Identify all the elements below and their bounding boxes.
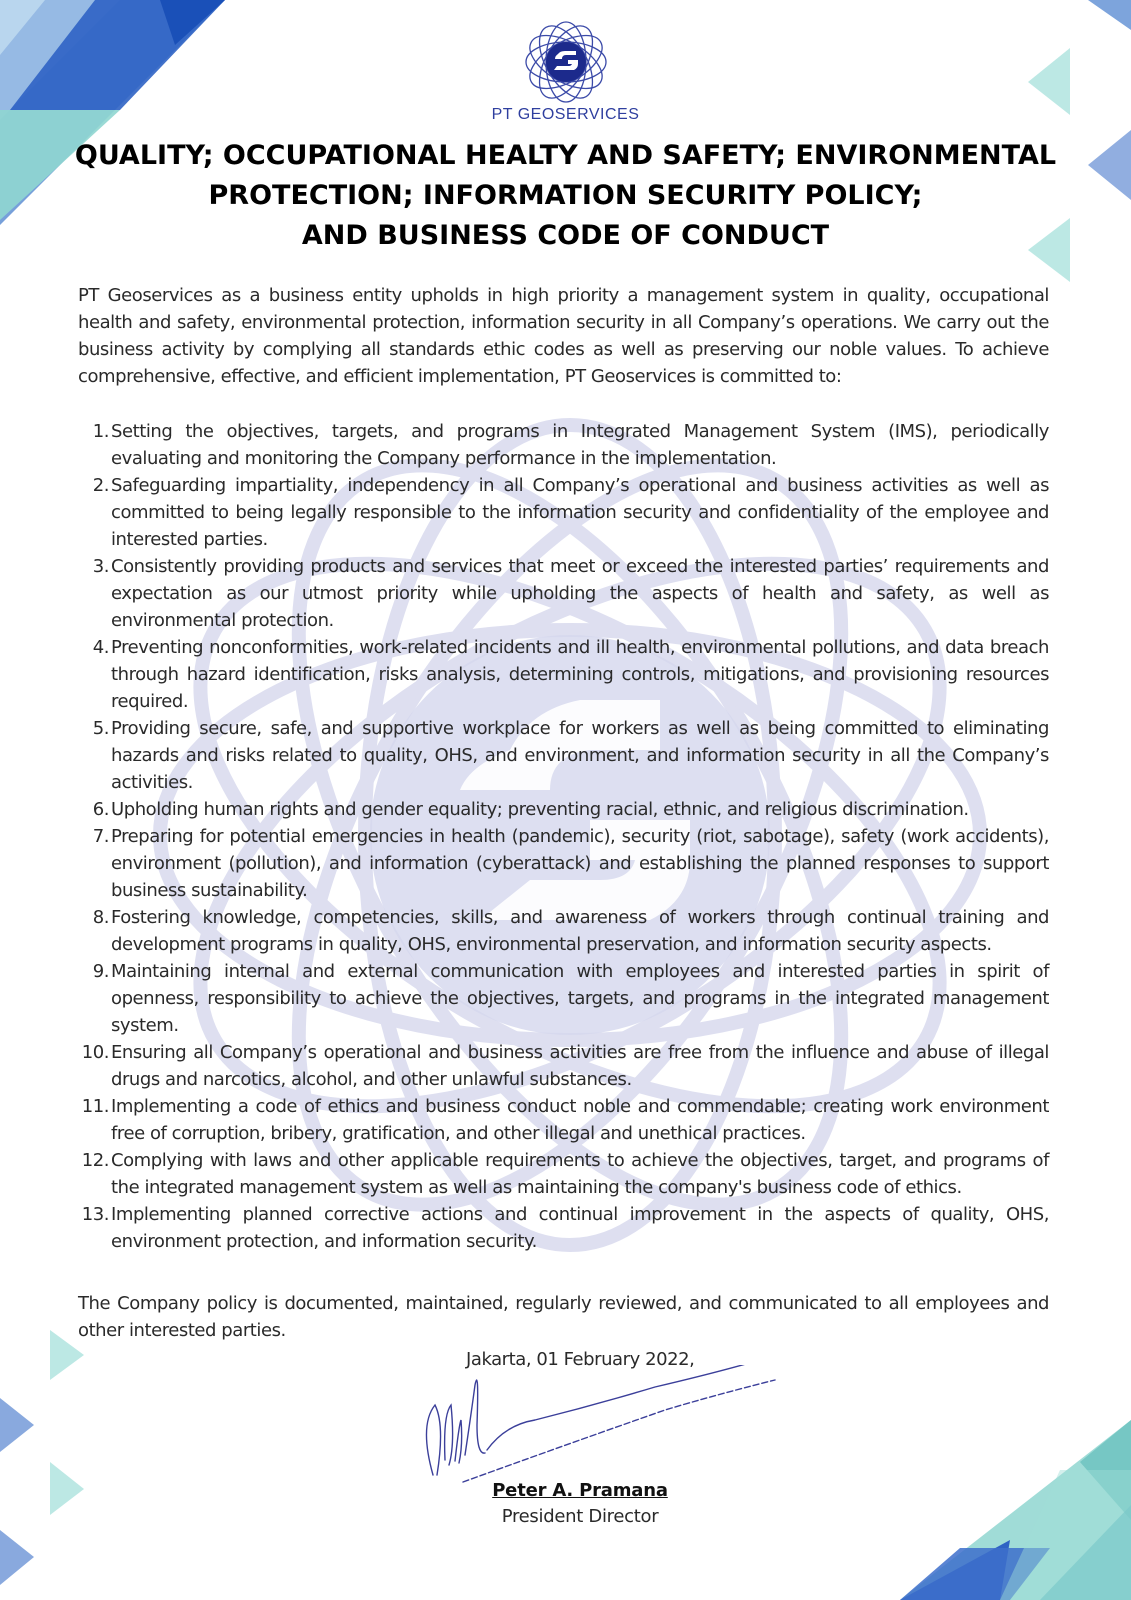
item-text: Preventing nonconformities, work-related incidents and ill health, environmental pollutions, and data breach through hazard identification, risks analysis, determining controls, mitigations, and provisioning resources required. [111, 637, 1049, 712]
item-number: 2. [92, 475, 109, 496]
list-item [78, 715, 1049, 796]
list-item [78, 418, 1049, 472]
item-text: Providing secure, safe, and supportive workplace for workers as well as being committed to eliminating hazards and risks related to quality, OHS, and environment, and information security in all the Company’s activities. [111, 718, 1049, 793]
title-line: PROTECTION; INFORMATION SECURITY POLICY; [208, 180, 923, 211]
item-text: Complying with laws and other applicable requirements to achieve the objectives, target, and programs of the integrated management system as well as maintaining the company's business code of ethics. [111, 1150, 1049, 1198]
signer-position: President Director [501, 1506, 659, 1527]
item-number: 7. [92, 826, 109, 847]
list-item [78, 904, 1049, 958]
signer-name: Peter A. Pramana [492, 1480, 668, 1501]
item-text: Safeguarding impartiality, independency in all Company’s operational and business activities as well as committed to being legally responsible to the information security and confidentiality of the employee and interested parties. [111, 475, 1049, 550]
place-date: Jakarta, 01 February 2022, [466, 1349, 695, 1370]
title-line: QUALITY; OCCUPATIONAL HEALTY AND SAFETY; ENVIRONMENTAL [74, 140, 1057, 171]
geoservices-emblem-icon [524, 20, 608, 104]
item-text: Consistently providing products and services that meet or exceed the interested parties’ requirements and expectation as our utmost priority while upholding the aspects of health and safety, as well as environmental protection. [111, 556, 1049, 631]
item-number: 8. [92, 907, 109, 928]
item-text: Implementing a code of ethics and business conduct noble and commendable; creating work environment free of corruption, bribery, gratification, and other illegal and unethical practices. [111, 1096, 1049, 1144]
list-item [78, 958, 1049, 1039]
list-item [78, 796, 1049, 823]
item-number: 3. [92, 556, 109, 577]
item-text: Implementing planned corrective actions and continual improvement in the aspects of quality, OHS, environment protection, and information security. [111, 1204, 1049, 1252]
item-text: Ensuring all Company’s operational and business activities are free from the influence and abuse of illegal drugs and narcotics, alcohol, and other unlawful substances. [111, 1042, 1049, 1090]
list-item [78, 1093, 1049, 1147]
item-number: 9. [92, 961, 109, 982]
commitments-list [78, 418, 1049, 1255]
item-text: Upholding human rights and gender equality; preventing racial, ethnic, and religious discrimination. [111, 799, 969, 820]
item-number: 10. [81, 1042, 109, 1063]
item-text: Setting the objectives, targets, and programs in Integrated Management System (IMS), periodically evaluating and monitoring the Company performance in the implementation. [111, 421, 1049, 469]
company-name: PT GEOSERVICES [491, 106, 640, 123]
list-item [78, 823, 1049, 904]
item-number: 1. [92, 421, 109, 442]
item-number: 6. [92, 799, 109, 820]
page-title [60, 136, 1071, 256]
list-item [78, 553, 1049, 634]
list-item [78, 1039, 1049, 1093]
company-logo [0, 20, 1131, 124]
item-text: Preparing for potential emergencies in health (pandemic), security (riot, sabotage), safety (work accidents), environment (pollution), and information (cyberattack) and establishing the planned responses to support business sustainability. [111, 826, 1049, 901]
list-item [78, 472, 1049, 553]
closing-paragraph: The Company policy is documented, maintained, regularly reviewed, and communicated to all employees and other interested parties. [78, 1293, 1049, 1341]
list-item [78, 1147, 1049, 1201]
title-line: AND BUSINESS CODE OF CONDUCT [301, 220, 830, 251]
item-number: 4. [92, 637, 109, 658]
list-item [78, 634, 1049, 715]
list-item [78, 1201, 1049, 1255]
item-text: Maintaining internal and external communication with employees and interested parties in spirit of openness, responsibility to achieve the objectives, targets, and programs in the integrated management system. [111, 961, 1049, 1036]
intro-paragraph: PT Geoservices as a business entity upholds in high priority a management system in quality, occupational health and safety, environmental protection, information security in all Company’s operations. We carry out the business activity by complying all standards ethic codes as well as preserving our noble values. To achieve comprehensive, effective, and efficient implementation, PT Geoservices is committed to: [78, 285, 1049, 387]
item-number: 13. [81, 1204, 109, 1225]
item-text: Fostering knowledge, competencies, skills, and awareness of workers through continual training and development programs in quality, OHS, environmental preservation, and information security aspects. [111, 907, 1049, 955]
item-number: 5. [92, 718, 109, 739]
item-number: 11. [81, 1096, 109, 1117]
item-number: 12. [81, 1150, 109, 1171]
